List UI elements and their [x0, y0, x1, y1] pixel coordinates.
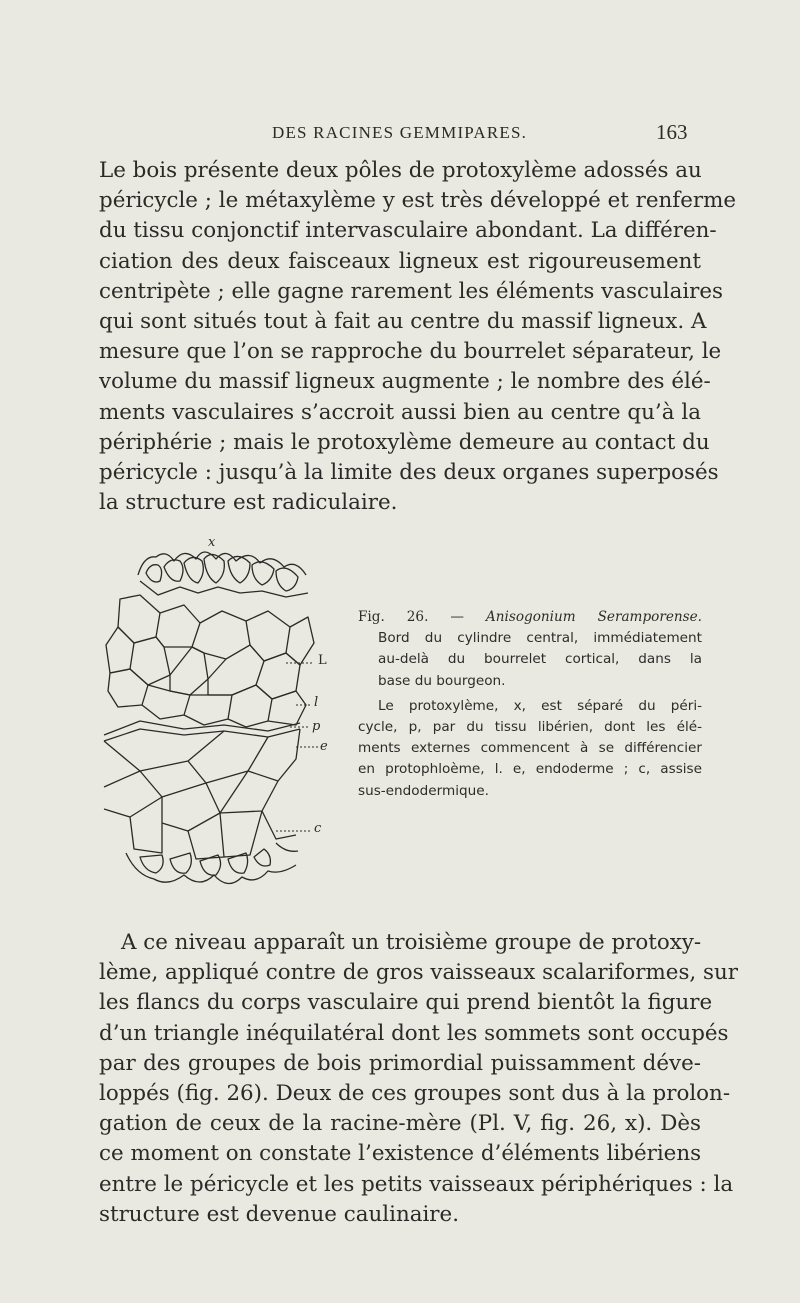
figure-label-L: L — [318, 653, 327, 668]
text-line: ciation des deux faisceaux ligneux est rigoureusement — [99, 248, 701, 274]
paragraph-2 — [99, 928, 739, 1230]
text-line: ments vasculaires s’accroit aussi bien au centre qu’à la — [99, 399, 701, 425]
caption-line: au-delà du bourrelet cortical, dans la — [378, 651, 702, 668]
figure-label-c: c — [314, 821, 322, 836]
text-line: volume du massif ligneux augmente ; le nombre des élé- — [99, 369, 711, 395]
figure-label-p: p — [312, 719, 321, 734]
text-line: par des groupes de bois primordial puissamment déve- — [99, 1050, 701, 1076]
caption-line: base du bourgeon. — [378, 672, 506, 689]
running-title: DES RACINES GEMMIPARES. — [272, 123, 528, 142]
figure-label-x: x — [208, 535, 216, 550]
caption-species: Anisogonium Seramporense. — [485, 609, 702, 625]
caption-line: cycle, p, par du tissu libérien, dont les élé- — [358, 719, 702, 736]
caption-line: Bord du cylindre central, immédiatement — [378, 630, 702, 647]
text-line: lème, appliqué contre de gros vaisseaux scalariformes, sur — [99, 960, 739, 986]
caption-line: Le protoxylème, x, est séparé du péri- — [378, 697, 702, 714]
text-line: d’un triangle inéquilatéral dont les sommets sont occupés — [99, 1020, 729, 1046]
text-line: entre le péricycle et les petits vaisseaux périphériques : la — [99, 1171, 734, 1197]
caption-fig-number: Fig. 26. — — [358, 609, 464, 625]
paragraph-1 — [99, 156, 737, 518]
caption-line: en protophloème, l. e, endoderme ; c, assise — [358, 761, 702, 778]
figure-label-e: e — [320, 739, 328, 754]
figure-label-l: l — [314, 695, 319, 710]
page-header — [0, 120, 800, 150]
caption-title-line — [358, 607, 702, 628]
text-line: loppés (fig. 26). Deux de ces groupes sont dus à la prolon- — [99, 1081, 731, 1107]
cell-tissue-illustration — [100, 535, 340, 895]
text-line: péricycle ; le métaxylème y est très développé et renferme — [99, 188, 737, 214]
text-line: du tissu conjonctif intervasculaire abondant. La différen- — [99, 218, 717, 244]
text-line: Le bois présente deux pôles de protoxylème adossés au — [99, 158, 702, 183]
figure-26-cell-drawing — [100, 535, 340, 895]
text-line: périphérie ; mais le protoxylème demeure au contact du — [99, 429, 710, 455]
text-line: ce moment on constate l’existence d’éléments libériens — [99, 1141, 702, 1167]
text-line: gation de ceux de la racine-mère (Pl. V, fig. 26, x). Dès — [99, 1111, 701, 1137]
text-line: A ce niveau apparaît un troisième groupe de protoxy- — [121, 930, 702, 955]
text-line: les flancs du corps vasculaire qui prend bientôt la figure — [99, 990, 713, 1016]
text-line: centripète ; elle gagne rarement les éléments vasculaires — [99, 278, 724, 304]
page-number: 163 — [656, 120, 688, 144]
caption-line: ments externes commencent à se différencier — [358, 740, 702, 757]
caption-line: sus-endodermique. — [358, 782, 489, 799]
text-line: péricycle : jusqu’à la limite des deux organes superposés — [99, 460, 719, 486]
figure-caption — [358, 607, 702, 802]
text-line: mesure que l’on se rapproche du bourrelet séparateur, le — [99, 339, 722, 365]
text-line: structure est devenue caulinaire. — [99, 1201, 459, 1227]
text-line: la structure est radiculaire. — [99, 490, 398, 516]
text-line: qui sont situés tout à fait au centre du massif ligneux. A — [99, 309, 707, 335]
